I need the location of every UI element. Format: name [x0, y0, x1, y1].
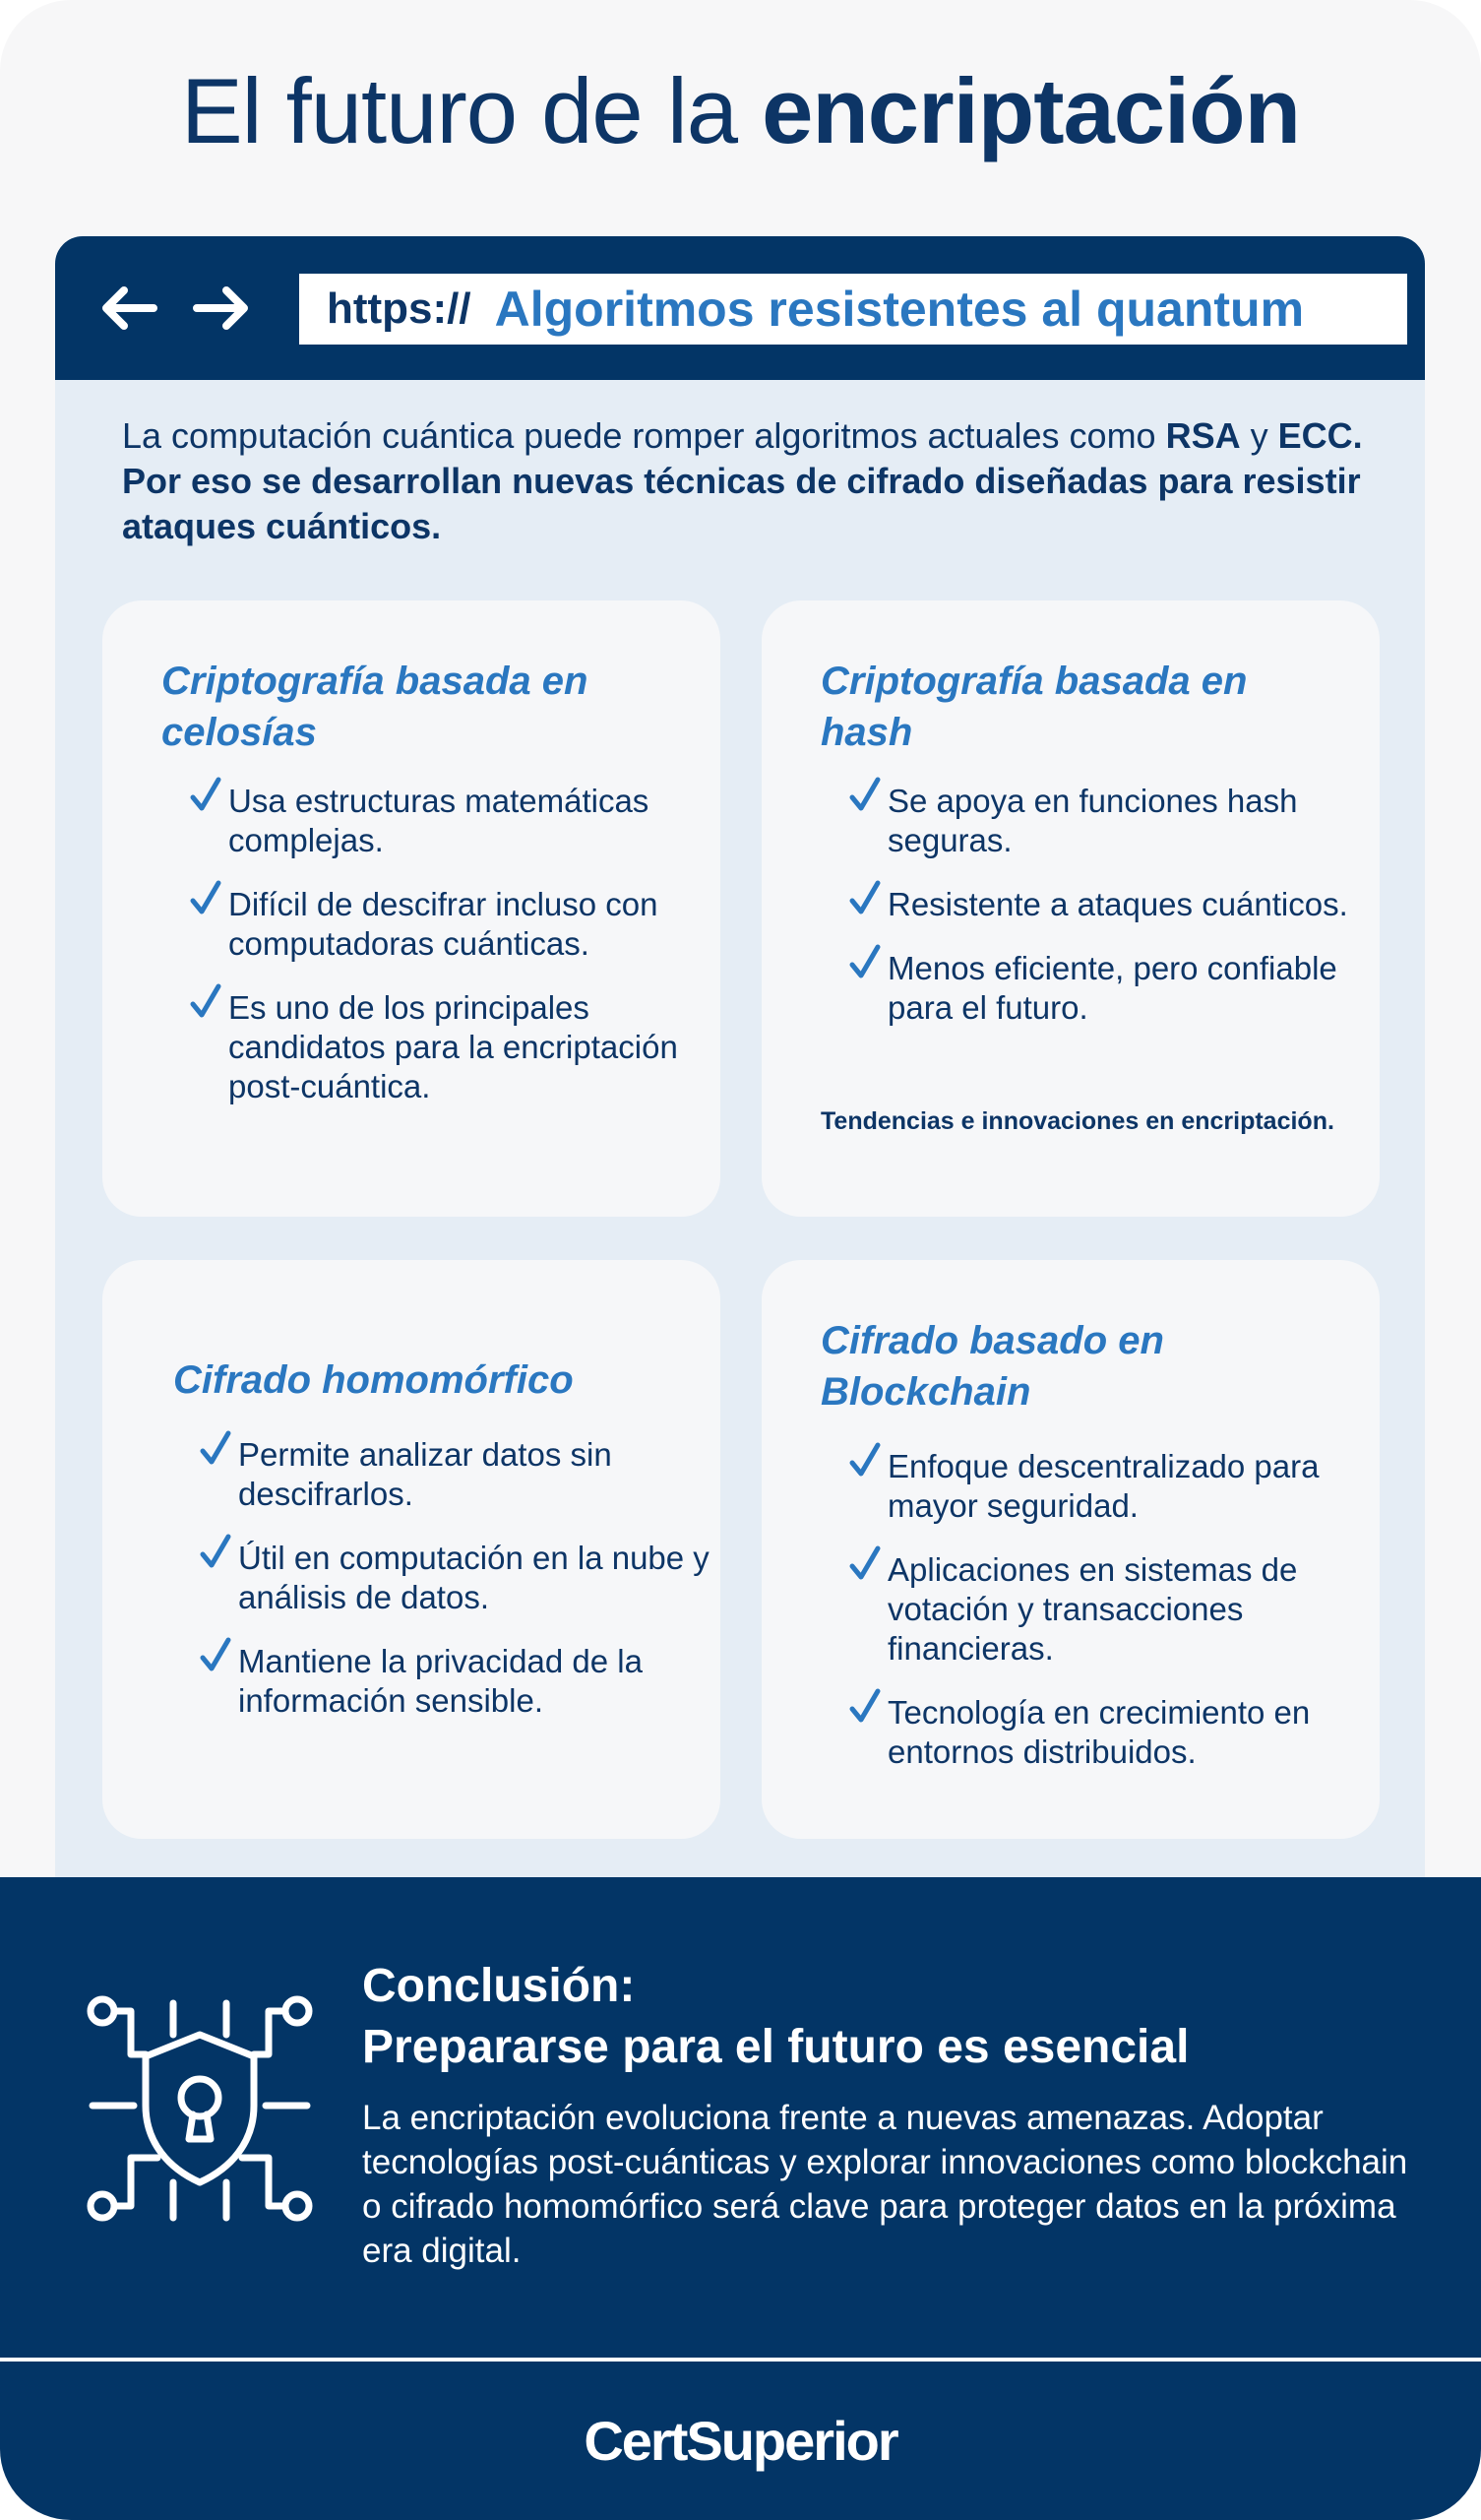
intro-text-2: y — [1240, 415, 1278, 456]
brand-logo: CertSuperior — [584, 2410, 897, 2472]
intro-text-1: La computación cuántica puede romper algoritmos actuales como — [122, 415, 1166, 456]
card-lattice — [102, 600, 720, 1217]
page-title-bold: encriptación — [762, 59, 1301, 162]
card-title: Cifrado homomórfico — [173, 1358, 574, 1402]
intro-ecc: ECC — [1277, 415, 1353, 456]
card-homomorphic — [102, 1260, 720, 1839]
list-item-text: Tecnología en crecimiento en entornos distribuidos. — [888, 1694, 1311, 1770]
card-items — [850, 1447, 1362, 1796]
shield-keyhole-circuit-icon — [87, 1995, 313, 2222]
intro-paragraph — [122, 413, 1382, 549]
page-title-regular: El futuro de la — [180, 59, 763, 162]
browser-address-bar — [55, 236, 1425, 380]
intro-text-3: . Por eso se desarrollan nuevas técnicas de cifrado diseñadas para resistir ataques cuánticos. — [122, 415, 1363, 546]
list-item — [850, 1550, 1362, 1669]
list-item — [850, 1693, 1362, 1772]
list-item — [850, 885, 1362, 924]
card-items — [201, 1435, 712, 1745]
checkmark-icon — [189, 776, 222, 815]
conclusion-body: La encriptación evoluciona frente a nuevas amenazas. Adoptar tecnologías post-cuánticas y explorar innovaciones como blockchain o cifrado homomórfico será clave para proteger datos en la próxima era digital. — [362, 2099, 1408, 2270]
url-field[interactable] — [299, 274, 1407, 345]
list-item — [850, 1447, 1362, 1526]
arrow-right-icon[interactable] — [193, 283, 254, 334]
checkmark-icon — [848, 943, 882, 982]
list-item-text: Resistente a ataques cuánticos. — [888, 886, 1348, 922]
checkmark-icon — [848, 1544, 882, 1584]
list-item-text: Es uno de los principales candidatos para la encriptación post-cuántica. — [228, 989, 678, 1104]
card-hash — [762, 600, 1380, 1217]
checkmark-icon — [848, 1441, 882, 1480]
card-title: Criptografía basada en celosías — [161, 660, 588, 754]
list-item-text: Difícil de descifrar incluso con computadoras cuánticas. — [228, 886, 658, 962]
list-item — [850, 782, 1362, 860]
footer-divider — [0, 2358, 1481, 2362]
intro-rsa: RSA — [1165, 415, 1241, 456]
checkmark-icon — [848, 1687, 882, 1727]
card-blockchain — [762, 1260, 1380, 1839]
url-scheme: https:// — [327, 284, 471, 333]
list-item — [850, 949, 1362, 1028]
checkmark-icon — [199, 1636, 232, 1675]
arrow-left-icon[interactable] — [96, 283, 157, 334]
card-items — [191, 782, 703, 1131]
checkmark-icon — [189, 879, 222, 918]
card-items — [850, 782, 1362, 1052]
list-item — [201, 1642, 712, 1721]
list-item-text: Mantiene la privacidad de la información sensible. — [238, 1643, 643, 1719]
checkmark-icon — [848, 879, 882, 918]
list-item — [201, 1435, 712, 1514]
browser-window — [55, 236, 1425, 1929]
checkmark-icon — [199, 1533, 232, 1572]
card-title: Criptografía basada en hash — [821, 660, 1248, 754]
list-item — [191, 782, 703, 860]
checkmark-icon — [199, 1429, 232, 1469]
list-item-text: Menos eficiente, pero confiable para el futuro. — [888, 950, 1337, 1026]
list-item-text: Usa estructuras matemáticas complejas. — [228, 783, 649, 858]
checkmark-icon — [189, 982, 222, 1022]
list-item — [191, 885, 703, 964]
list-item-text: Útil en computación en la nube y análisis de datos. — [238, 1540, 710, 1615]
checkmark-icon — [848, 776, 882, 815]
page-title — [0, 57, 1481, 165]
list-item — [201, 1539, 712, 1617]
conclusion-title-line2: Prepararse para el futuro es esencial — [362, 2021, 1190, 2073]
conclusion-section — [0, 1877, 1481, 2520]
card-title: Cifrado basado en Blockchain — [821, 1319, 1164, 1414]
url-text: Algoritmos resistentes al quantum — [494, 282, 1305, 337]
list-item-text: Permite analizar datos sin descifrarlos. — [238, 1436, 612, 1512]
list-item-text: Se apoya en funciones hash seguras. — [888, 783, 1298, 858]
conclusion-title — [362, 1956, 1425, 2078]
list-item — [191, 988, 703, 1106]
list-item-text: Aplicaciones en sistemas de votación y transacciones financieras. — [888, 1551, 1298, 1667]
conclusion-title-line1: Conclusión: — [362, 1960, 636, 2012]
list-item-text: Enfoque descentralizado para mayor seguridad. — [888, 1448, 1320, 1524]
card-note: Tendencias e innovaciones en encriptación. — [821, 1107, 1334, 1135]
